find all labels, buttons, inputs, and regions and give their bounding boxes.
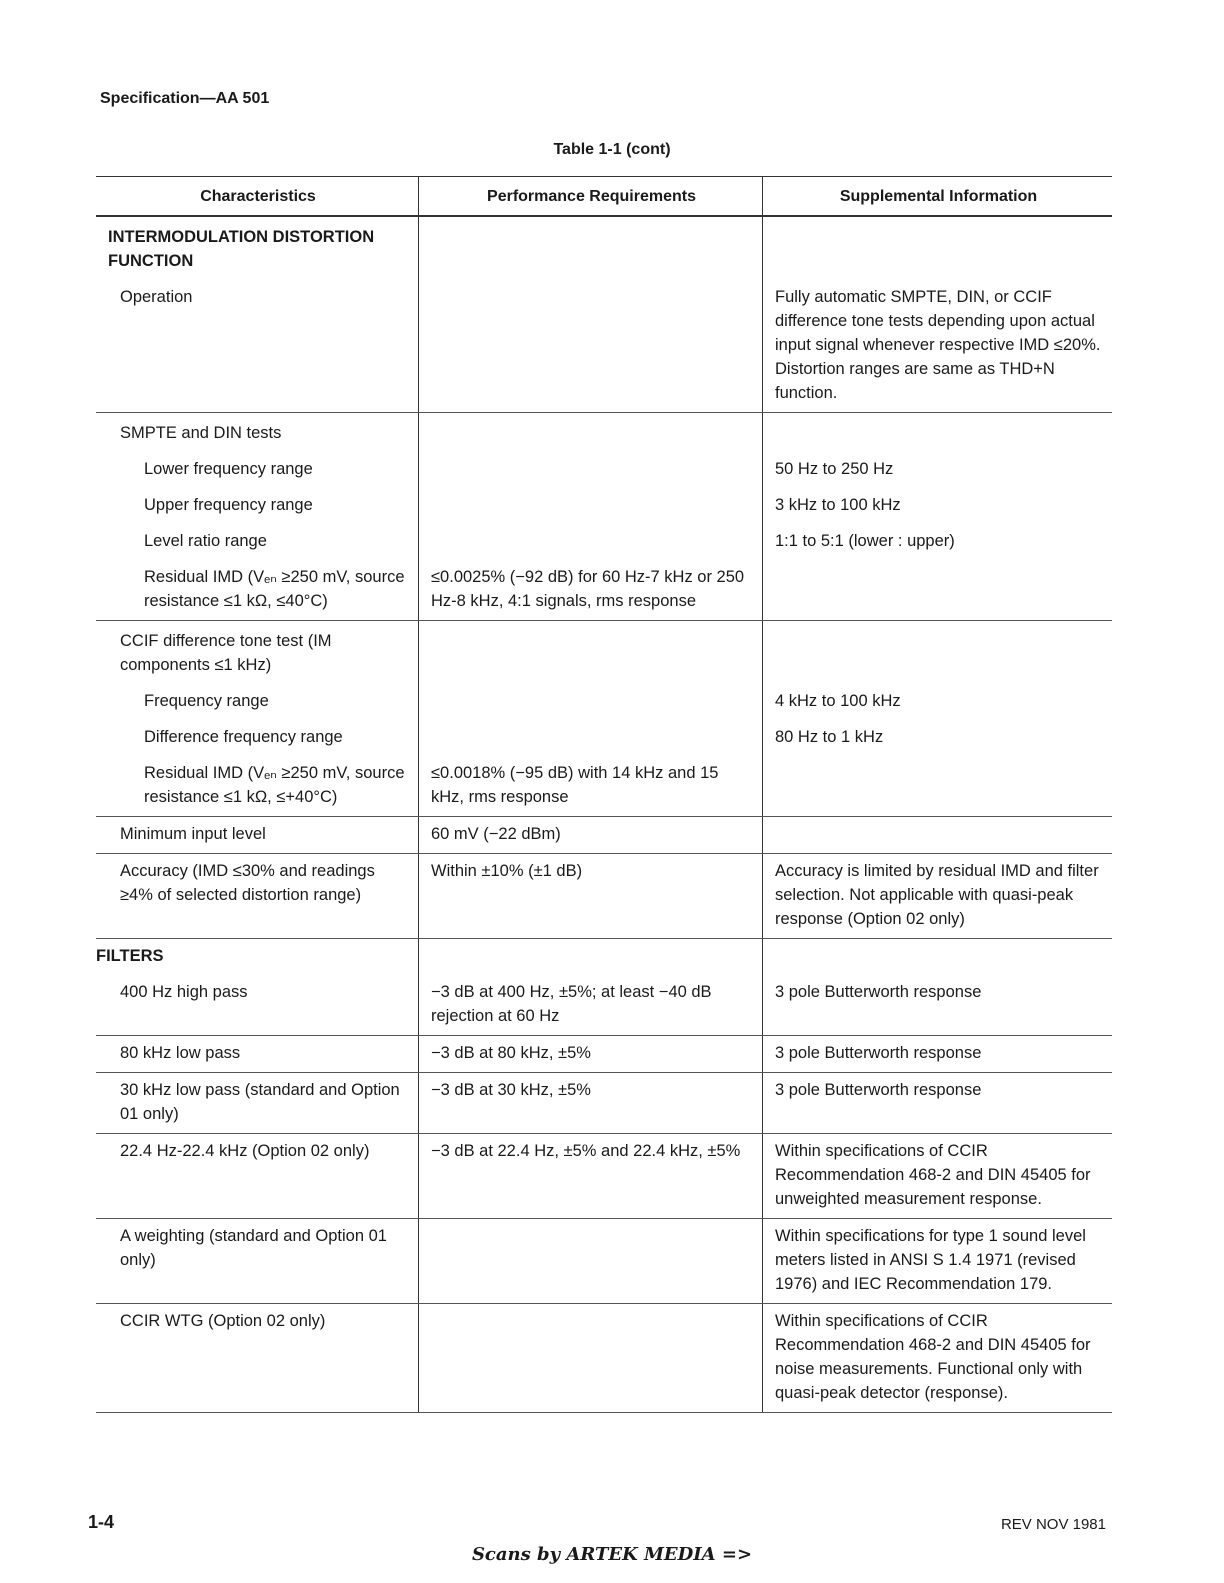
supplemental-cell: 1:1 to 5:1 (lower : upper) bbox=[762, 524, 1112, 560]
table-row bbox=[96, 854, 1112, 939]
characteristic-cell: Accuracy (IMD ≤30% and readings ≥4% of selected distortion range) bbox=[120, 862, 375, 904]
col-header-characteristics: Characteristics bbox=[200, 188, 316, 205]
table-row bbox=[96, 217, 1112, 280]
supplemental-cell: Accuracy is limited by residual IMD and filter selection. Not applicable with quasi-peak response (Option 02 only) bbox=[762, 854, 1112, 938]
table-row bbox=[96, 1219, 1112, 1304]
supplemental-cell: 3 kHz to 100 kHz bbox=[762, 488, 1112, 524]
page-number: 1-4 bbox=[88, 1512, 115, 1532]
subsection-heading: CCIF difference tone test (IM components ≤1 kHz) bbox=[120, 632, 332, 674]
supplemental-cell: Within specifications for type 1 sound level meters listed in ANSI S 1.4 1971 (revised 1976) and IEC Recommendation 179. bbox=[762, 1219, 1112, 1303]
scan-credit: Scans by ARTEK MEDIA => bbox=[471, 1544, 753, 1565]
performance-cell: 60 mV (−22 dBm) bbox=[418, 817, 762, 853]
characteristic-cell: CCIR WTG (Option 02 only) bbox=[120, 1312, 326, 1330]
section-heading-filters: FILTERS bbox=[96, 947, 164, 965]
table-title: Table 1-1 (cont) bbox=[553, 141, 671, 158]
characteristic-cell: Level ratio range bbox=[144, 532, 267, 550]
supplemental-cell: Within specifications of CCIR Recommendation 468-2 and DIN 45405 for unweighted measurement response. bbox=[762, 1134, 1112, 1218]
supplemental-cell: 3 pole Butterworth response bbox=[762, 1036, 1112, 1072]
revision-date: REV NOV 1981 bbox=[1000, 1516, 1106, 1533]
performance-cell: Within ±10% (±1 dB) bbox=[418, 854, 762, 938]
performance-cell: −3 dB at 400 Hz, ±5%; at least −40 dB rejection at 60 Hz bbox=[418, 975, 762, 1035]
table-row bbox=[96, 280, 1112, 413]
table-row bbox=[96, 452, 1112, 488]
supplemental-cell: Within specifications of CCIR Recommendation 468-2 and DIN 45405 for noise measurements. Functional only with quasi-peak detector (response). bbox=[762, 1304, 1112, 1412]
performance-cell: ≤0.0018% (−95 dB) with 14 kHz and 15 kHz, rms response bbox=[418, 756, 762, 816]
table-row bbox=[96, 1073, 1112, 1134]
characteristic-cell: Residual IMD (Vₑₙ ≥250 mV, source resistance ≤1 kΩ, ≤+40°C) bbox=[144, 764, 405, 806]
supplemental-cell: Fully automatic SMPTE, DIN, or CCIF difference tone tests depending upon actual input signal whenever respective IMD ≤20%. Distortion ranges are same as THD+N function. bbox=[762, 280, 1112, 412]
characteristic-cell: Operation bbox=[120, 288, 193, 306]
supplemental-cell: 3 pole Butterworth response bbox=[762, 1073, 1112, 1133]
table-row bbox=[96, 560, 1112, 621]
table-row bbox=[96, 817, 1112, 854]
table-row bbox=[96, 1304, 1112, 1413]
table-row bbox=[96, 684, 1112, 720]
table-row bbox=[96, 1134, 1112, 1219]
table-row bbox=[96, 621, 1112, 684]
characteristic-cell: Upper frequency range bbox=[144, 496, 313, 514]
table-row bbox=[96, 1036, 1112, 1073]
page-header: Specification—AA 501 bbox=[100, 90, 270, 107]
characteristic-cell: Residual IMD (Vₑₙ ≥250 mV, source resistance ≤1 kΩ, ≤40°C) bbox=[144, 568, 405, 610]
characteristic-cell: 22.4 Hz-22.4 kHz (Option 02 only) bbox=[120, 1142, 370, 1160]
section-heading-imd: INTERMODULATION DISTORTION FUNCTION bbox=[108, 228, 375, 270]
characteristic-cell: A weighting (standard and Option 01 only) bbox=[120, 1227, 387, 1269]
characteristic-cell: 80 kHz low pass bbox=[120, 1044, 241, 1062]
supplemental-cell: 80 Hz to 1 kHz bbox=[762, 720, 1112, 756]
performance-cell: ≤0.0025% (−92 dB) for 60 Hz-7 kHz or 250 Hz-8 kHz, 4:1 signals, rms response bbox=[418, 560, 762, 620]
supplemental-cell: 50 Hz to 250 Hz bbox=[762, 452, 1112, 488]
table-header-row bbox=[96, 177, 1112, 217]
performance-cell: −3 dB at 80 kHz, ±5% bbox=[418, 1036, 762, 1072]
characteristic-cell: 400 Hz high pass bbox=[120, 983, 248, 1001]
characteristic-cell: Difference frequency range bbox=[144, 728, 343, 746]
supplemental-cell: 3 pole Butterworth response bbox=[762, 975, 1112, 1035]
table-row bbox=[96, 720, 1112, 756]
col-header-supplemental: Supplemental Information bbox=[762, 177, 1112, 215]
characteristic-cell: Frequency range bbox=[144, 692, 269, 710]
performance-cell: −3 dB at 22.4 Hz, ±5% and 22.4 kHz, ±5% bbox=[418, 1134, 762, 1218]
performance-cell: −3 dB at 30 kHz, ±5% bbox=[418, 1073, 762, 1133]
table-row bbox=[96, 488, 1112, 524]
table-row bbox=[96, 413, 1112, 452]
table-row bbox=[96, 756, 1112, 817]
subsection-heading: SMPTE and DIN tests bbox=[120, 424, 282, 442]
table-row bbox=[96, 524, 1112, 560]
characteristic-cell: Lower frequency range bbox=[144, 460, 313, 478]
characteristic-cell: Minimum input level bbox=[120, 825, 266, 843]
table-row bbox=[96, 939, 1112, 975]
supplemental-cell: 4 kHz to 100 kHz bbox=[762, 684, 1112, 720]
characteristic-cell: 30 kHz low pass (standard and Option 01 only) bbox=[120, 1081, 400, 1123]
spec-table bbox=[96, 176, 1112, 1413]
table-row bbox=[96, 975, 1112, 1036]
col-header-performance: Performance Requirements bbox=[418, 177, 762, 215]
